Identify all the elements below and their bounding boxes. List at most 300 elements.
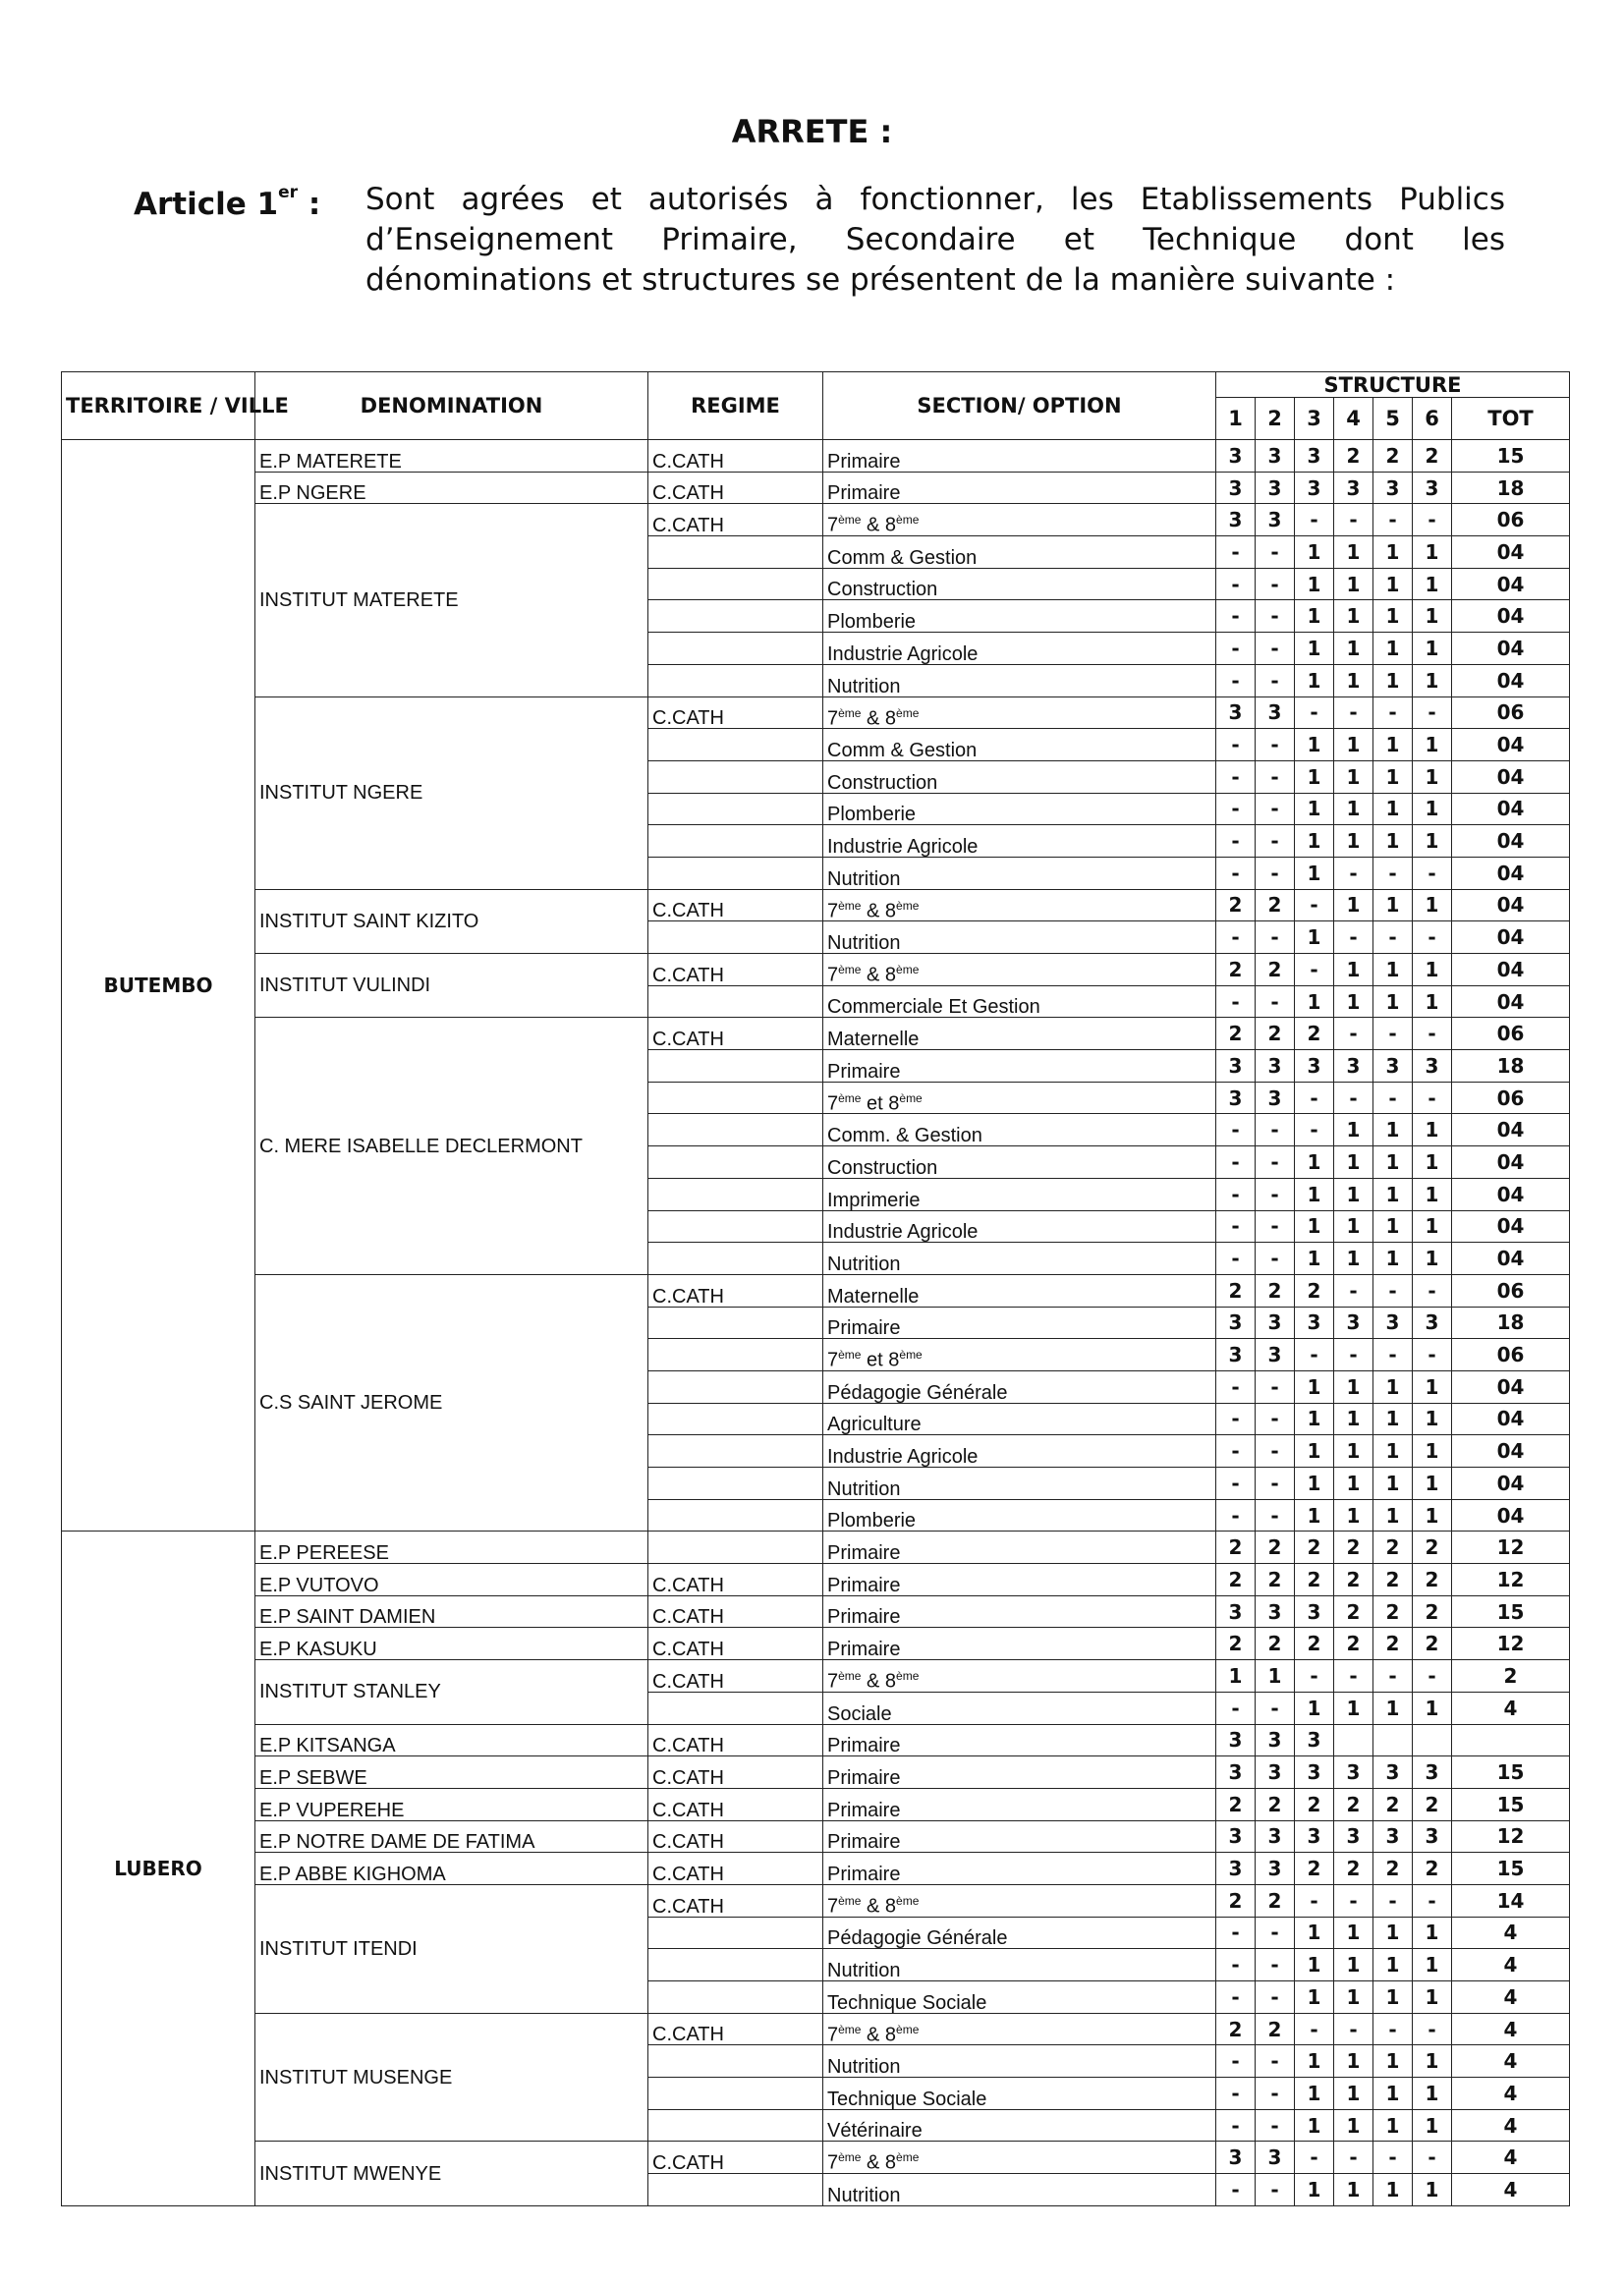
section-cell: Industrie Agricole [823, 1435, 1216, 1468]
page-title: ARRETE : [731, 113, 893, 150]
structure-cell: 1 [1334, 1435, 1373, 1468]
structure-cell: - [1216, 793, 1256, 825]
regime-cell [648, 857, 823, 889]
structure-cell: 3 [1295, 440, 1334, 473]
structure-cell: 1 [1334, 1692, 1373, 1724]
structure-cell: 1 [1413, 1949, 1452, 1981]
structure-cell: 1 [1413, 1499, 1452, 1532]
structure-cell: 1 [1295, 825, 1334, 858]
table-row [62, 2013, 1570, 2045]
denomination-cell: E.P SEBWE [255, 1756, 648, 1789]
structure-cell: 3 [1216, 1820, 1256, 1853]
structure-cell: 1 [1216, 1660, 1256, 1693]
structure-cell: - [1216, 1981, 1256, 2014]
total-cell: 4 [1452, 2013, 1570, 2045]
regime-cell: C.CATH [648, 1564, 823, 1596]
structure-cell: - [1413, 696, 1452, 729]
structure-cell: - [1256, 1178, 1295, 1210]
regime-cell [648, 1307, 823, 1339]
denomination-cell: C. MERE ISABELLE DECLERMONT [255, 1018, 648, 1275]
structure-cell: 2 [1334, 1628, 1373, 1660]
regime-cell [648, 568, 823, 600]
structure-cell: - [1216, 857, 1256, 889]
section-cell: Nutrition [823, 857, 1216, 889]
structure-cell: - [1334, 504, 1373, 536]
structure-cell: 3 [1413, 1050, 1452, 1083]
regime-cell [648, 1243, 823, 1275]
structure-cell: - [1256, 1114, 1295, 1146]
structure-cell: 1 [1373, 633, 1413, 665]
structure-cell: 1 [1413, 1370, 1452, 1403]
structure-cell: 3 [1256, 504, 1295, 536]
denomination-cell: INSTITUT ITENDI [255, 1884, 648, 2013]
regime-cell [648, 1210, 823, 1243]
structure-cell: 2 [1256, 1884, 1295, 1917]
structure-cell: 2 [1295, 1853, 1334, 1885]
regime-cell [648, 1435, 823, 1468]
structure-cell: - [1256, 568, 1295, 600]
structure-cell: 1 [1334, 793, 1373, 825]
structure-cell: 1 [1334, 889, 1373, 921]
regime-cell [648, 2174, 823, 2206]
structure-cell: 1 [1334, 1114, 1373, 1146]
structure-cell: 3 [1334, 472, 1373, 504]
structure-cell: 1 [1295, 921, 1334, 954]
structure-cell: - [1256, 1370, 1295, 1403]
section-cell: Pédagogie Générale [823, 1917, 1216, 1949]
table-row [62, 1884, 1570, 1917]
structure-cell: 2 [1256, 1628, 1295, 1660]
total-cell: 04 [1452, 857, 1570, 889]
section-cell: Primaire [823, 1050, 1216, 1083]
table-row [62, 1018, 1570, 1050]
regime-cell [648, 600, 823, 633]
structure-cell: - [1216, 760, 1256, 793]
structure-cell: - [1334, 921, 1373, 954]
structure-cell: - [1373, 2013, 1413, 2045]
structure-cell: - [1334, 1884, 1373, 1917]
structure-cell: 3 [1256, 1724, 1295, 1756]
section-cell: Technique Sociale [823, 2078, 1216, 2110]
denomination-cell: E.P NGERE [255, 472, 648, 504]
total-cell: 04 [1452, 1146, 1570, 1179]
section-cell: 7ème & 8ème [823, 1884, 1216, 1917]
denomination-cell: INSTITUT MUSENGE [255, 2013, 648, 2142]
section-cell: Primaire [823, 1595, 1216, 1628]
structure-cell: - [1295, 1339, 1334, 1371]
structure-cell: 1 [1413, 1468, 1452, 1500]
structure-cell: 2 [1373, 1532, 1413, 1564]
structure-cell: 1 [1295, 1468, 1334, 1500]
structure-cell: - [1295, 889, 1334, 921]
total-cell: 4 [1452, 2078, 1570, 2110]
structure-cell: 2 [1256, 1018, 1295, 1050]
structure-cell: 1 [1373, 2045, 1413, 2078]
header-year: 5 [1373, 398, 1413, 440]
structure-cell: 1 [1334, 600, 1373, 633]
total-cell: 04 [1452, 1499, 1570, 1532]
structure-cell: 1 [1334, 2078, 1373, 2110]
structure-cell: - [1216, 664, 1256, 696]
structure-cell: 1 [1295, 1692, 1334, 1724]
total-cell: 04 [1452, 954, 1570, 986]
structure-cell: - [1256, 2174, 1295, 2206]
total-cell: 04 [1452, 1468, 1570, 1500]
structure-cell: 1 [1373, 1435, 1413, 1468]
section-cell: Primaire [823, 440, 1216, 473]
denomination-cell: INSTITUT MWENYE [255, 2142, 648, 2205]
section-cell: Primaire [823, 1628, 1216, 1660]
structure-cell: 3 [1295, 472, 1334, 504]
structure-cell: - [1295, 1114, 1334, 1146]
total-cell: 04 [1452, 729, 1570, 761]
table-row [62, 696, 1570, 729]
section-cell: Nutrition [823, 2045, 1216, 2078]
structure-cell: 2 [1373, 1595, 1413, 1628]
section-cell: Primaire [823, 1756, 1216, 1789]
structure-cell: 1 [1373, 889, 1413, 921]
total-cell: 04 [1452, 1370, 1570, 1403]
section-cell: Industrie Agricole [823, 633, 1216, 665]
article-text: Sont agrées et autorisés à fonctionner, les Etablissements Publics d’Enseignement Primaire, Secondaire et Technique dont les dénominations et structures se présentent de la manière suivante : [365, 182, 1505, 298]
structure-cell: 1 [1413, 985, 1452, 1018]
table-row [62, 1756, 1570, 1789]
structure-cell: 1 [1334, 536, 1373, 569]
section-cell: Sociale [823, 1692, 1216, 1724]
structure-cell: - [1256, 1146, 1295, 1179]
structure-cell: - [1295, 696, 1334, 729]
structure-cell: 1 [1373, 1981, 1413, 2014]
structure-cell: 3 [1216, 1339, 1256, 1371]
structure-cell: 2 [1373, 1564, 1413, 1596]
structure-cell: 1 [1413, 1917, 1452, 1949]
structure-cell: 1 [1334, 1499, 1373, 1532]
structure-cell: - [1295, 1884, 1334, 1917]
structure-cell: 3 [1373, 1307, 1413, 1339]
structure-cell: 2 [1256, 1564, 1295, 1596]
section-cell: Primaire [823, 472, 1216, 504]
denomination-cell: E.P ABBE KIGHOMA [255, 1853, 648, 1885]
structure-cell: 3 [1373, 1756, 1413, 1789]
total-cell [1452, 1724, 1570, 1756]
structure-cell: 3 [1373, 472, 1413, 504]
structure-cell: - [1216, 2109, 1256, 2142]
section-cell: Construction [823, 1146, 1216, 1179]
structure-cell: 1 [1295, 664, 1334, 696]
structure-cell: 2 [1334, 1788, 1373, 1820]
structure-cell: - [1413, 857, 1452, 889]
denomination-cell: E.P MATERETE [255, 440, 648, 473]
structure-cell: - [1216, 1114, 1256, 1146]
structure-cell: 1 [1373, 1917, 1413, 1949]
structure-cell: 1 [1295, 536, 1334, 569]
structure-cell: - [1334, 696, 1373, 729]
structure-cell: 3 [1216, 1756, 1256, 1789]
structure-cell: 2 [1413, 1853, 1452, 1885]
total-cell: 4 [1452, 1981, 1570, 2014]
structure-cell: 3 [1256, 1307, 1295, 1339]
section-cell: Primaire [823, 1724, 1216, 1756]
structure-cell: 1 [1334, 1243, 1373, 1275]
structure-cell: - [1373, 1018, 1413, 1050]
total-cell: 4 [1452, 2109, 1570, 2142]
table-row [62, 1564, 1570, 1596]
structure-cell: 1 [1413, 536, 1452, 569]
structure-cell: 2 [1413, 1564, 1452, 1596]
structure-cell: - [1334, 2142, 1373, 2174]
article-label-sup: er [278, 183, 299, 202]
structure-cell: 1 [1373, 1692, 1413, 1724]
section-cell: Industrie Agricole [823, 1210, 1216, 1243]
structure-cell: 1 [1295, 985, 1334, 1018]
structure-cell: - [1256, 2045, 1295, 2078]
total-cell: 18 [1452, 472, 1570, 504]
structure-cell: - [1256, 600, 1295, 633]
structure-cell: 1 [1295, 2109, 1334, 2142]
section-cell: 7ème & 8ème [823, 504, 1216, 536]
total-cell: 04 [1452, 825, 1570, 858]
table-row [62, 954, 1570, 986]
structure-cell: 1 [1334, 760, 1373, 793]
table-row [62, 2142, 1570, 2174]
structure-cell: - [1216, 2045, 1256, 2078]
structure-cell: 1 [1295, 857, 1334, 889]
structure-cell: 1 [1334, 664, 1373, 696]
structure-cell: - [1216, 1370, 1256, 1403]
structure-cell: - [1373, 857, 1413, 889]
section-cell: 7ème & 8ème [823, 2142, 1216, 2174]
regime-cell [648, 793, 823, 825]
structure-cell: 3 [1334, 1307, 1373, 1339]
structure-cell: - [1295, 2013, 1334, 2045]
structure-cell: - [1216, 1210, 1256, 1243]
structure-cell: 2 [1256, 954, 1295, 986]
structure-cell: - [1295, 1082, 1334, 1114]
regime-cell [648, 1114, 823, 1146]
structure-cell: - [1413, 1018, 1452, 1050]
section-cell: Pédagogie Générale [823, 1370, 1216, 1403]
structure-cell: 1 [1373, 568, 1413, 600]
regime-cell [648, 760, 823, 793]
total-cell: 04 [1452, 633, 1570, 665]
structure-cell: - [1413, 1274, 1452, 1307]
structure-cell: 2 [1413, 440, 1452, 473]
structure-cell: - [1256, 793, 1295, 825]
structure-cell: 1 [1295, 1981, 1334, 2014]
structure-cell: 2 [1334, 1595, 1373, 1628]
regime-cell [648, 1050, 823, 1083]
structure-cell: 3 [1256, 440, 1295, 473]
total-cell: 04 [1452, 1210, 1570, 1243]
structure-cell: - [1256, 633, 1295, 665]
structure-cell: 3 [1256, 1595, 1295, 1628]
section-cell: Nutrition [823, 2174, 1216, 2206]
structure-cell: 1 [1295, 1146, 1334, 1179]
structure-cell: - [1256, 921, 1295, 954]
section-cell: 7ème et 8ème [823, 1082, 1216, 1114]
structure-cell: 1 [1295, 760, 1334, 793]
structure-cell: 1 [1295, 1370, 1334, 1403]
total-cell: 04 [1452, 760, 1570, 793]
table-row [62, 1628, 1570, 1660]
structure-cell: 1 [1373, 729, 1413, 761]
total-cell: 04 [1452, 793, 1570, 825]
article-label [134, 183, 321, 222]
structure-cell: 1 [1334, 1210, 1373, 1243]
total-cell: 04 [1452, 536, 1570, 569]
regime-cell [648, 1532, 823, 1564]
denomination-cell: INSTITUT SAINT KIZITO [255, 889, 648, 953]
structure-cell: 1 [1334, 568, 1373, 600]
structure-cell: 1 [1413, 793, 1452, 825]
structure-cell: 2 [1295, 1018, 1334, 1050]
structure-cell: - [1216, 985, 1256, 1018]
total-cell: 18 [1452, 1307, 1570, 1339]
structure-cell: - [1373, 1660, 1413, 1693]
structure-cell: 3 [1295, 1307, 1334, 1339]
structure-cell: 1 [1413, 1403, 1452, 1435]
total-cell: 15 [1452, 1595, 1570, 1628]
structure-cell: 2 [1256, 1532, 1295, 1564]
structure-cell: 1 [1413, 954, 1452, 986]
total-cell: 06 [1452, 696, 1570, 729]
structure-cell: - [1216, 536, 1256, 569]
structure-cell: 1 [1413, 2045, 1452, 2078]
regime-cell [648, 2045, 823, 2078]
structure-cell: - [1373, 696, 1413, 729]
regime-cell: C.CATH [648, 889, 823, 921]
section-cell: Maternelle [823, 1018, 1216, 1050]
total-cell: 06 [1452, 1339, 1570, 1371]
structure-cell: 2 [1216, 1274, 1256, 1307]
structure-cell: 1 [1373, 1114, 1413, 1146]
structure-cell: - [1373, 1274, 1413, 1307]
header-year: 3 [1295, 398, 1334, 440]
denomination-cell: E.P VUPEREHE [255, 1788, 648, 1820]
territory-cell: BUTEMBO [62, 440, 255, 1532]
table-row [62, 472, 1570, 504]
regime-cell: C.CATH [648, 1628, 823, 1660]
structure-cell: - [1413, 504, 1452, 536]
structure-cell: - [1216, 729, 1256, 761]
structure-cell: 1 [1373, 1468, 1413, 1500]
section-cell: Nutrition [823, 1468, 1216, 1500]
regime-cell: C.CATH [648, 2013, 823, 2045]
header-year: 1 [1216, 398, 1256, 440]
section-cell: Primaire [823, 1820, 1216, 1853]
regime-cell: C.CATH [648, 1595, 823, 1628]
denomination-cell: C.S SAINT JEROME [255, 1274, 648, 1532]
regime-cell [648, 1917, 823, 1949]
structure-cell: - [1256, 1243, 1295, 1275]
structure-cell: 1 [1413, 1981, 1452, 2014]
structure-cell: - [1256, 1403, 1295, 1435]
structure-cell: 1 [1413, 2078, 1452, 2110]
regime-cell: C.CATH [648, 1274, 823, 1307]
structure-cell: 3 [1256, 696, 1295, 729]
regime-cell: C.CATH [648, 1788, 823, 1820]
regime-cell [648, 1692, 823, 1724]
structure-cell: 1 [1373, 1403, 1413, 1435]
structure-cell: 3 [1216, 1082, 1256, 1114]
structure-cell: - [1295, 504, 1334, 536]
structure-cell: 3 [1334, 1820, 1373, 1853]
structure-cell: - [1413, 1339, 1452, 1371]
structure-cell: 3 [1256, 1082, 1295, 1114]
total-cell: 15 [1452, 440, 1570, 473]
structure-cell: 3 [1216, 2142, 1256, 2174]
structure-cell: - [1256, 1949, 1295, 1981]
section-cell: Comm & Gestion [823, 536, 1216, 569]
section-cell: Agriculture [823, 1403, 1216, 1435]
structure-cell: 3 [1295, 1820, 1334, 1853]
structure-cell: - [1256, 2109, 1295, 2142]
structure-cell: - [1256, 985, 1295, 1018]
section-cell: Commerciale Et Gestion [823, 985, 1216, 1018]
structure-cell: 3 [1373, 1820, 1413, 1853]
structure-cell: 1 [1295, 600, 1334, 633]
structure-cell: 1 [1373, 793, 1413, 825]
structure-cell: 1 [1295, 1243, 1334, 1275]
structure-cell: - [1413, 1884, 1452, 1917]
structure-cell: 2 [1256, 1274, 1295, 1307]
structure-cell: 1 [1334, 729, 1373, 761]
structure-cell: 3 [1256, 1050, 1295, 1083]
structure-cell: - [1216, 568, 1256, 600]
structure-cell: 1 [1373, 664, 1413, 696]
regime-cell [648, 921, 823, 954]
structure-cell: - [1216, 2174, 1256, 2206]
structure-cell: - [1216, 1178, 1256, 1210]
structure-cell: 3 [1295, 1595, 1334, 1628]
structure-cell: 1 [1413, 1146, 1452, 1179]
structure-cell: - [1373, 1339, 1413, 1371]
table-row [62, 504, 1570, 536]
territory-cell: LUBERO [62, 1532, 255, 2205]
total-cell: 12 [1452, 1564, 1570, 1596]
structure-cell: 3 [1256, 1756, 1295, 1789]
structure-cell: 3 [1216, 1050, 1256, 1083]
structure-cell: - [1373, 1082, 1413, 1114]
structure-cell: - [1216, 1435, 1256, 1468]
structure-cell: 1 [1413, 729, 1452, 761]
structure-cell: 2 [1373, 440, 1413, 473]
structure-cell: - [1413, 1082, 1452, 1114]
section-cell: Plomberie [823, 600, 1216, 633]
structure-cell: 1 [1295, 568, 1334, 600]
structure-cell: 2 [1295, 1788, 1334, 1820]
structure-cell: 2 [1373, 1853, 1413, 1885]
section-cell: Technique Sociale [823, 1981, 1216, 2014]
section-cell: Comm & Gestion [823, 729, 1216, 761]
total-cell: 04 [1452, 1435, 1570, 1468]
structure-cell: 3 [1256, 1820, 1295, 1853]
structure-cell: 2 [1413, 1595, 1452, 1628]
table-body [62, 440, 1570, 2206]
structure-cell: - [1413, 2013, 1452, 2045]
regime-cell [648, 1339, 823, 1371]
structure-cell: 3 [1295, 1724, 1334, 1756]
structure-cell: 1 [1334, 1949, 1373, 1981]
structure-cell: 1 [1413, 633, 1452, 665]
structure-cell: - [1216, 921, 1256, 954]
structure-cell: - [1334, 2013, 1373, 2045]
denomination-cell: INSTITUT NGERE [255, 696, 648, 889]
structure-cell: 1 [1334, 825, 1373, 858]
header-year: 4 [1334, 398, 1373, 440]
total-cell: 04 [1452, 1403, 1570, 1435]
structure-cell: 1 [1334, 1403, 1373, 1435]
